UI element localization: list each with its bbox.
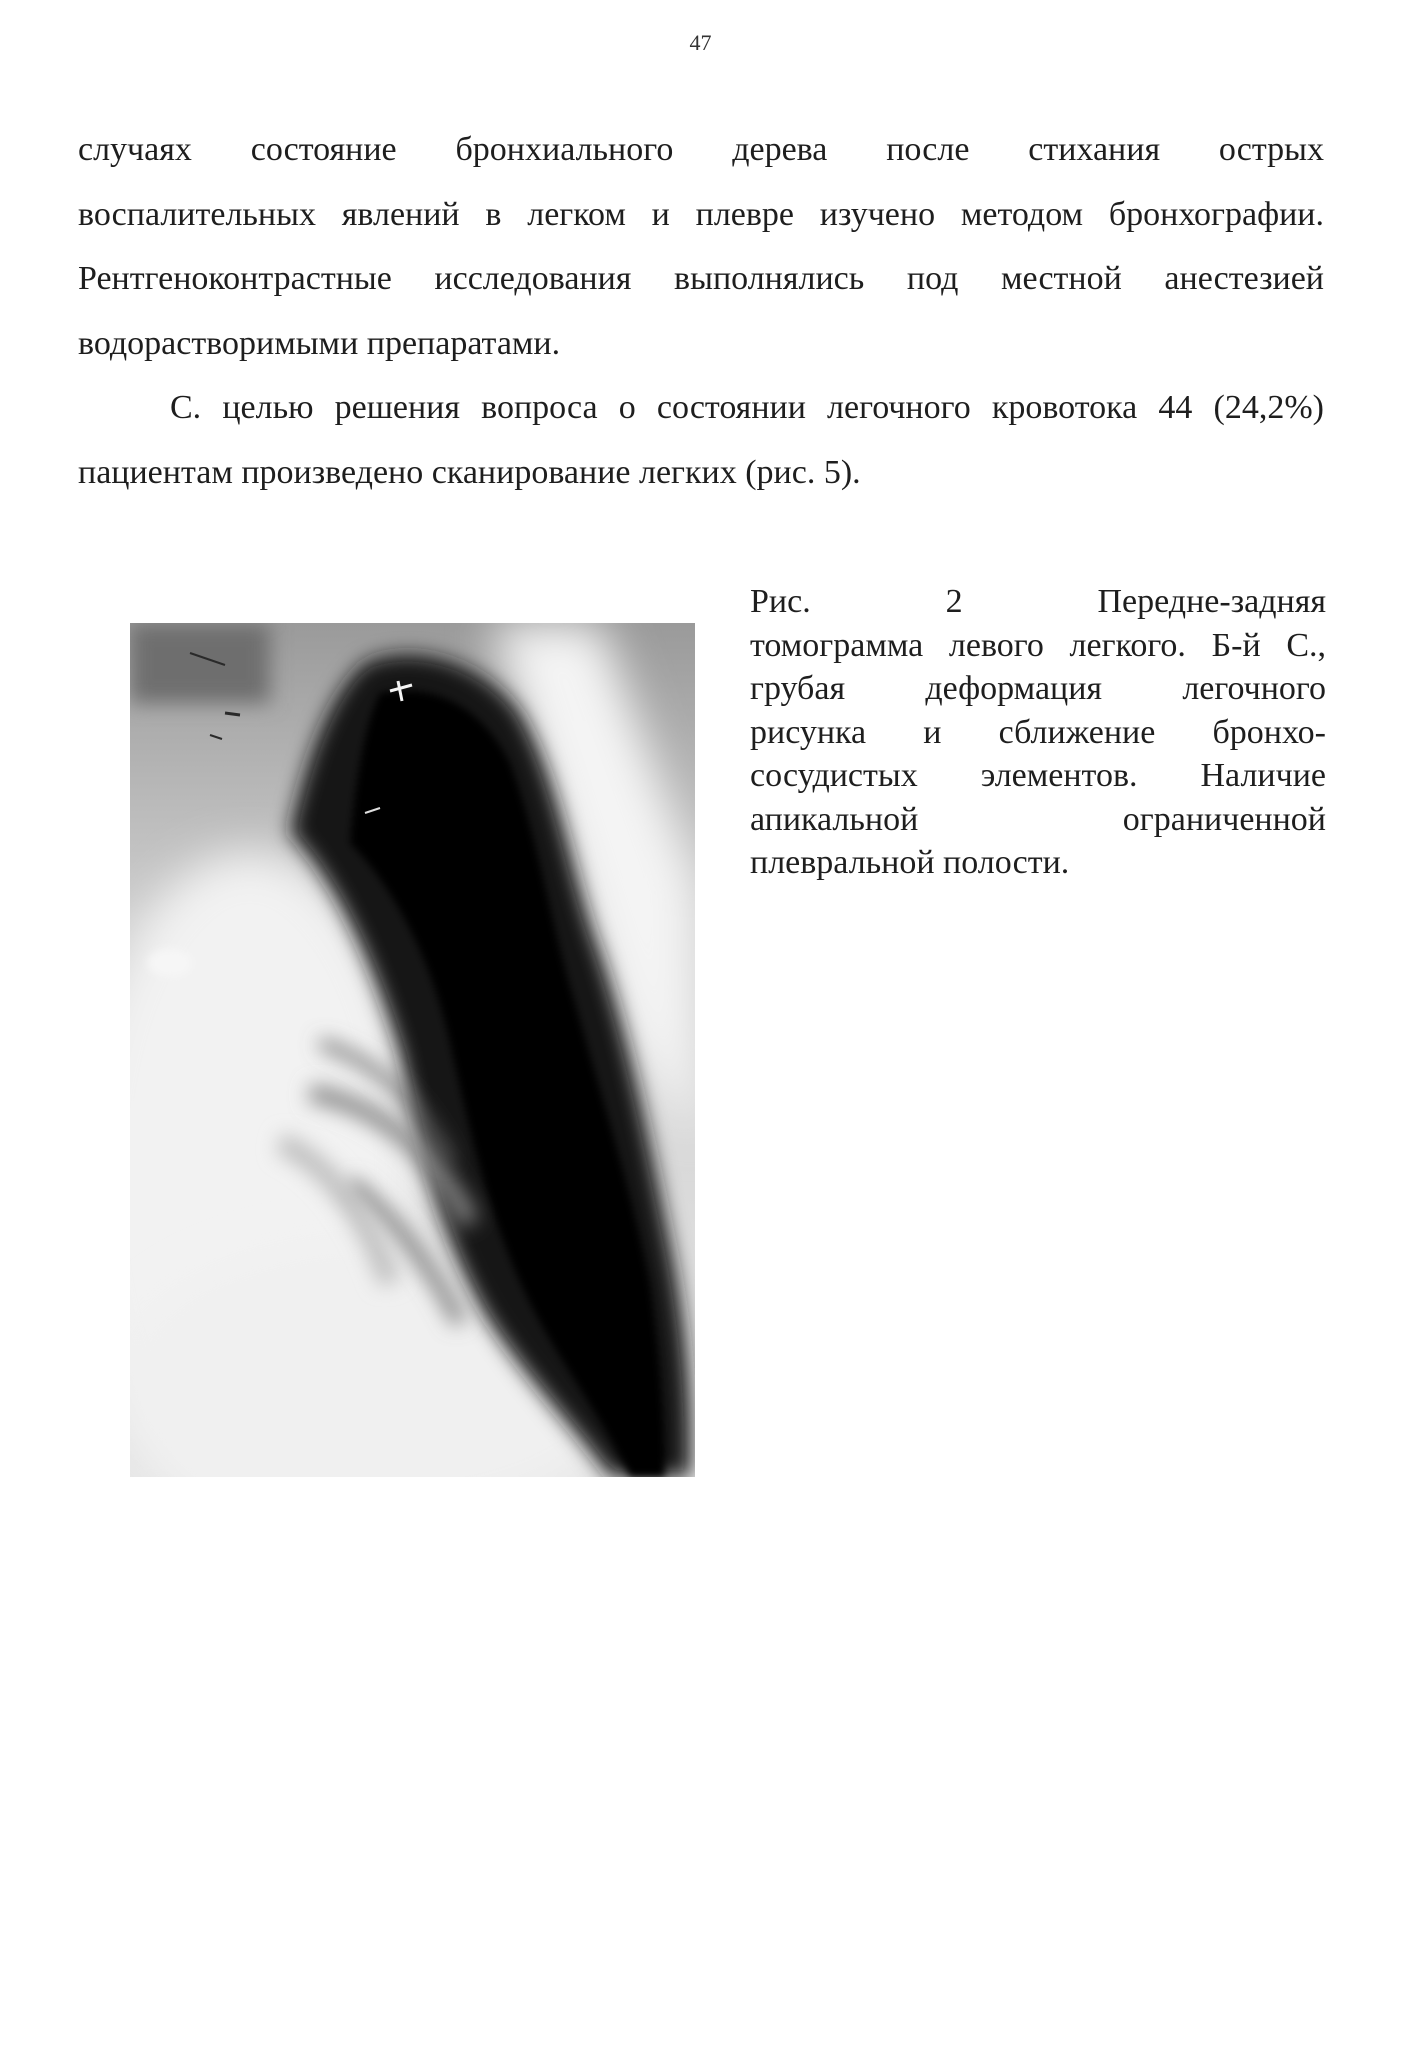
paragraph-1-line-1: случаях состояние бронхиального дерева после стихания острых: [78, 131, 1324, 168]
tomogram-drawing: [130, 623, 695, 1477]
caption-line-4: рисунка и сближение бронхо-: [750, 713, 1326, 751]
page-number: 47: [689, 30, 712, 55]
caption-line-6: апикальной ограниченной: [750, 800, 1326, 838]
figure-caption: [750, 580, 1326, 885]
tomogram-image: [130, 623, 695, 1477]
caption-line-7: плевральной полости.: [750, 844, 1070, 881]
caption-line-1: Рис. 2 Передне-задняя: [750, 583, 1326, 620]
caption-line-5: сосудистых элементов. Наличие: [750, 757, 1326, 794]
caption-line-2: томограмма левого легкого. Б-й С.,: [750, 626, 1326, 664]
paragraph-1-line-2: воспалительных явлений в легком и плевре изучено методом бронхографии.: [78, 195, 1324, 233]
paragraph-1-line-4: водорастворимыми препаратами.: [78, 324, 561, 362]
paragraph-2-line-1: С. целью решения вопроса о состоянии легочного кровотока 44 (24,2%): [170, 389, 1324, 426]
body-text: [78, 118, 1324, 505]
paragraph-2-line-2: пациентам произведено сканирование легких (рис. 5).: [78, 453, 861, 491]
paragraph-1-line-3: Рентгеноконтрастные исследования выполнялись под местной анестезией: [78, 260, 1324, 297]
caption-line-3: грубая деформация легочного: [750, 670, 1326, 707]
